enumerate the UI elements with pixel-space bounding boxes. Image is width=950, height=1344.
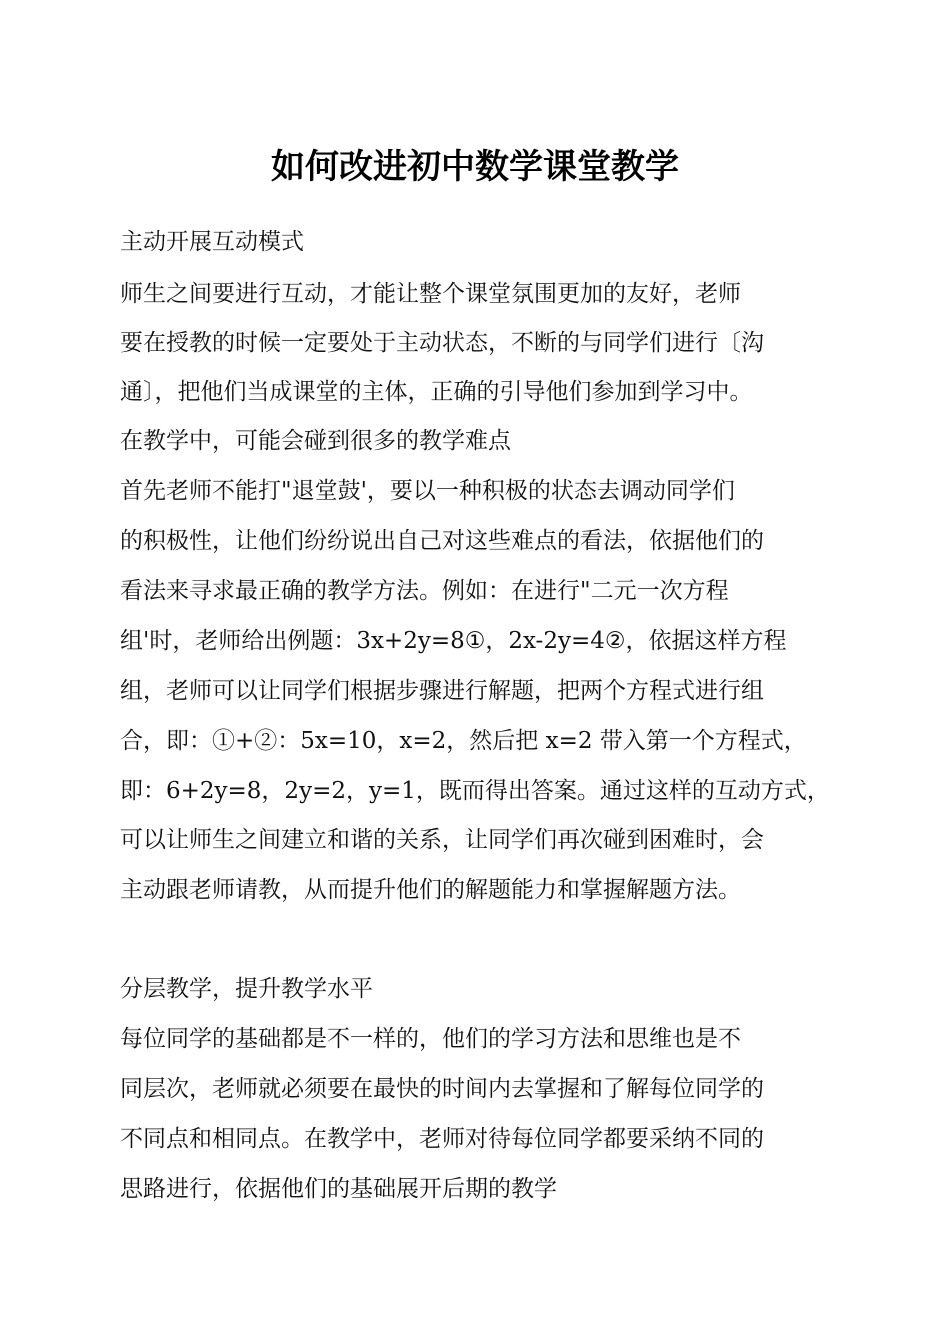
paragraph-line: 思路进行，依据他们的基础展开后期的教学 (120, 1176, 557, 1202)
paragraph-line: 看法来寻求最正确的教学方法。例如：在进行"二元一次方程 (120, 578, 729, 604)
paragraph-line: 不同点和相同点。在教学中，老师对待每位同学都要采纳不同的 (120, 1126, 764, 1152)
section-heading: 分层教学，提升教学水平 (120, 976, 373, 1002)
paragraph-line: 即：6+2y=8，2y=2，y=1，既而得出答案。通过这样的互动方式， (120, 778, 830, 804)
paragraph-line: 主动跟老师请教，从而提升他们的解题能力和掌握解题方法。 (120, 877, 741, 903)
paragraph-line: 组'时，老师给出例题：3x+2y=8①，2x-2y=4②，依据这样方程 (120, 628, 787, 654)
document-title: 如何改进初中数学课堂教学 (271, 147, 679, 187)
paragraph-line: 合，即：①+②：5x=10，x=2，然后把 x=2 带入第一个方程式， (120, 728, 807, 754)
paragraph-line: 可以让师生之间建立和谐的关系，让同学们再次碰到困难时，会 (120, 827, 764, 853)
paragraph-line: 要在授教的时候一定要处于主动状态，不断的与同学们进行〔沟 (120, 330, 764, 356)
paragraph-line: 的积极性，让他们纷纷说出自己对这些难点的看法，依据他们的 (120, 528, 764, 554)
paragraph-line: 通〕，把他们当成课堂的主体，正确的引导他们参加到学习中。 (120, 379, 753, 405)
section-heading: 主动开展互动模式 (120, 229, 304, 255)
paragraph-line: 组，老师可以让同学们根据步骤进行解题，把两个方程式进行组 (120, 678, 764, 704)
paragraph-line: 在教学中，可能会碰到很多的教学难点 (120, 428, 511, 454)
paragraph-line: 同层次，老师就必须要在最快的时间内去掌握和了解每位同学的 (120, 1076, 764, 1102)
paragraph-line: 首先老师不能打"退堂鼓'，要以一种积极的状态去调动同学们 (120, 478, 735, 504)
paragraph-line: 每位同学的基础都是不一样的，他们的学习方法和思维也是不 (120, 1026, 741, 1052)
paragraph-line: 师生之间要进行互动，才能让整个课堂氛围更加的友好，老师 (120, 281, 741, 307)
